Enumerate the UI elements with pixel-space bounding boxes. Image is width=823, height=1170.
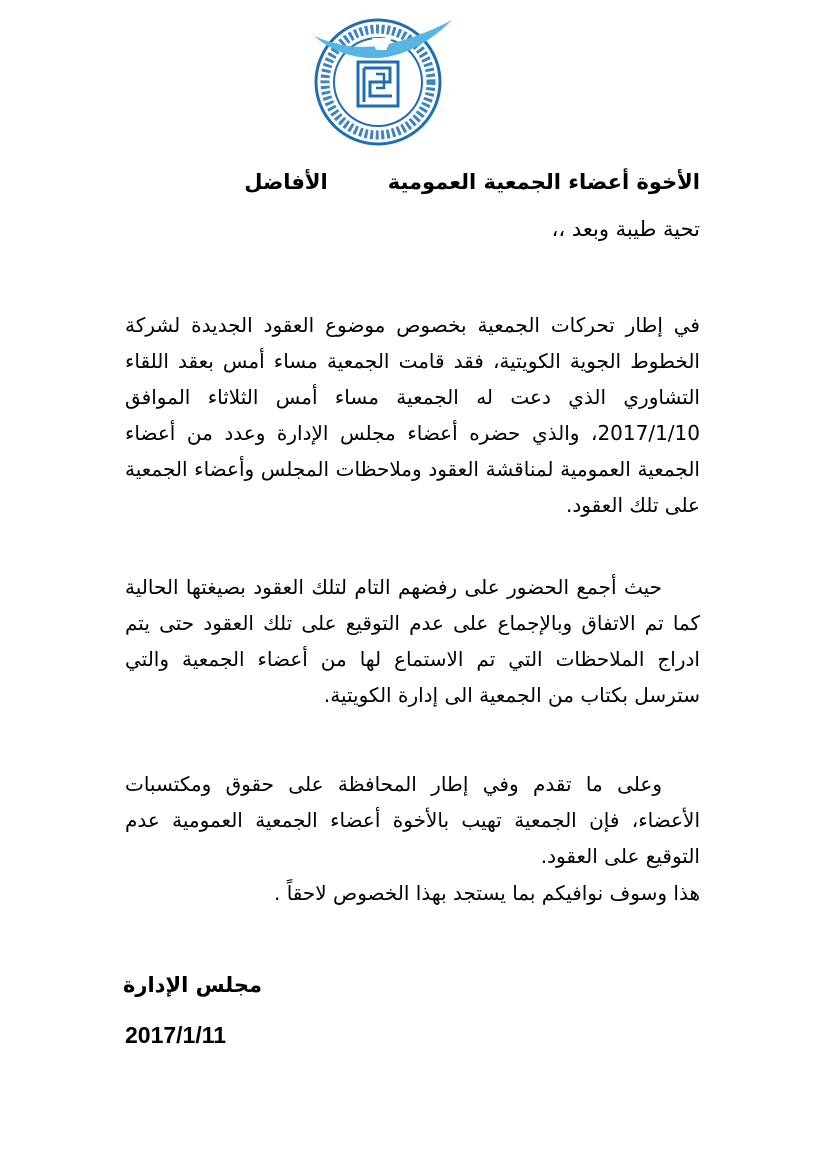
- paragraph-closing: هذا وسوف نوافيكم بما يستجد بهذا الخصوص لاحقاً .: [273, 881, 700, 905]
- paragraph-meeting: في إطار تحركات الجمعية بخصوص موضوع العقود الجديدة لشركة الخطوط الجوية الكويتية، فقد قامت الجمعية مساء أمس بعقد اللقاء التشاوري الذي دعت له الجمعية مساء أمس الثلاثاء الموافق 2017/1/10، والذي حضره أعضاء مجلس الإدارة وعدد من أعضاء الجمعية العمومية لمناقشة العقود وملاحظات المجلس وأعضاء الجمعية على تلك العقود.: [125, 313, 700, 517]
- association-logo-icon: [306, 10, 456, 150]
- paragraph-appeal: وعلى ما تقدم وفي إطار المحافظة على حقوق ومكتسبات الأعضاء، فإن الجمعية تهيب بالأخوة أعضاء الجمعية العمومية عدم التوقيع على العقود.: [125, 772, 700, 868]
- salutation-addressees: الأخوة أعضاء الجمعية العمومية: [387, 170, 700, 194]
- association-logo: [306, 10, 456, 150]
- letter-date: 2017/1/11: [125, 1022, 227, 1048]
- letter-salutation: [244, 170, 700, 194]
- letter-greeting: تحية طيبة وبعد ،،: [551, 217, 700, 241]
- signature-board: مجلس الإدارة: [123, 973, 263, 997]
- paragraph-rejection: حيث أجمع الحضور على رفضهم التام لتلك العقود بصيغتها الحالية كما تم الاتفاق وبالإجماع على عدم التوقيع على تلك العقود حتى يتم ادراج الملاحظات التي تم الاستماع لها من أعضاء الجمعية والتي سترسل بكتاب من الجمعية الى إدارة الكويتية.: [125, 575, 700, 707]
- salutation-honorific: الأفاضل: [244, 170, 328, 194]
